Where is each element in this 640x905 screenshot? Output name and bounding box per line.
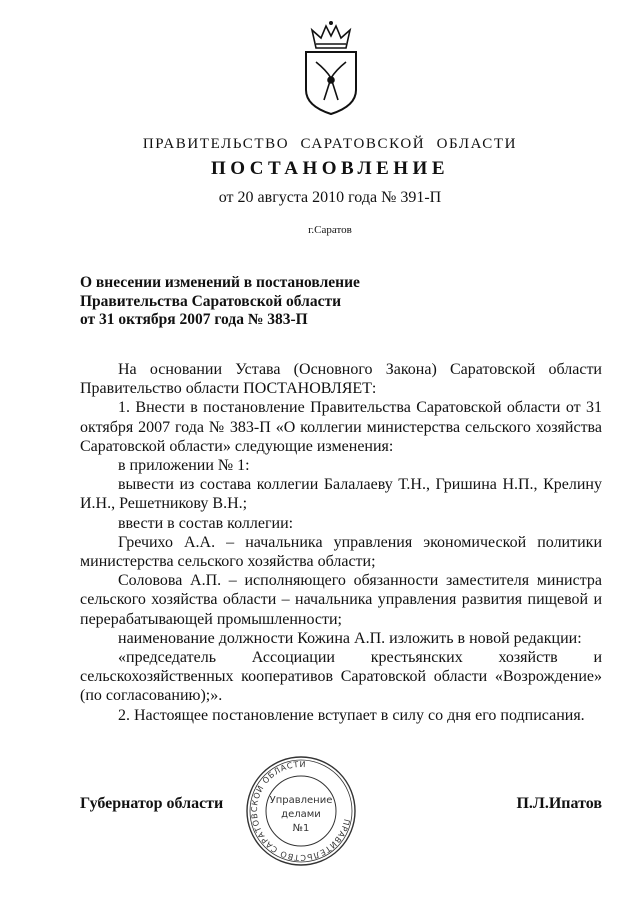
coat-of-arms-icon: [296, 18, 366, 118]
title-line: от 31 октября 2007 года № 383-П: [80, 311, 308, 328]
official-stamp: [245, 755, 357, 867]
paragraph: Соловова А.П. – исполняющего обязанности заместителя министра сельского хозяйства области – начальника управления развития пищевой и перерабатывающей промышленности;: [80, 572, 602, 628]
paragraph: в приложении № 1:: [118, 457, 250, 475]
signature-block: [80, 755, 602, 867]
date-number: от 20 августа 2010 года № 391-П: [218, 189, 442, 206]
paragraph: «председатель Ассоциации крестьянских хозяйств и сельскохозяйственных кооперативов Саратовской области «Возрождение» (по согласованию);».: [80, 649, 602, 705]
city: г.Саратов: [308, 224, 352, 236]
signatory-name: П.Л.Ипатов: [516, 794, 602, 812]
title-line: Правительства Саратовской области: [80, 292, 341, 310]
document-title: [80, 274, 360, 330]
paragraph: вывести из состава коллегии Балалаеву Т.Н., Гришина Н.П., Крелину И.Н., Решетникову В.Н.;: [80, 476, 602, 513]
paragraph: наименование должности Кожина А.П. изложить в новой редакции:: [118, 629, 582, 647]
stamp-line: №1: [292, 822, 310, 834]
document-body: [80, 360, 602, 725]
stamp-line: Управление: [269, 794, 333, 806]
stamp-line: делами: [281, 808, 321, 820]
paragraph: Гречихо А.А. – начальника управления экономической политики министерства сельского хозяйства области;: [80, 533, 602, 571]
paragraph: 1. Внести в постановление Правительства Саратовской области от 31 октября 2007 года № 383-П «О коллегии министерства сельского хозяйства Саратовской области» следующие изменения:: [80, 399, 602, 455]
government-name: ПРАВИТЕЛЬСТВО САРАТОВСКОЙ ОБЛАСТИ: [142, 136, 518, 152]
paragraph: ввести в состав коллегии:: [118, 514, 294, 532]
document-type: ПОСТАНОВЛЕНИЕ: [210, 158, 450, 179]
title-line: О внесении изменений в постановление: [80, 274, 360, 291]
signatory-position: Губернатор области: [80, 794, 224, 812]
paragraph: 2. Настоящее постановление вступает в силу со дня его подписания.: [118, 706, 585, 724]
document-main: [80, 360, 602, 867]
paragraph: На основании Устава (Основного Закона) Саратовской области Правительство области ПОСТАНОВЛЯЕТ:: [80, 361, 602, 398]
stamp-ring-text: ПРАВИТЕЛЬСТВО САРАТОВСКОЙ ОБЛАСТИ: [249, 759, 352, 862]
